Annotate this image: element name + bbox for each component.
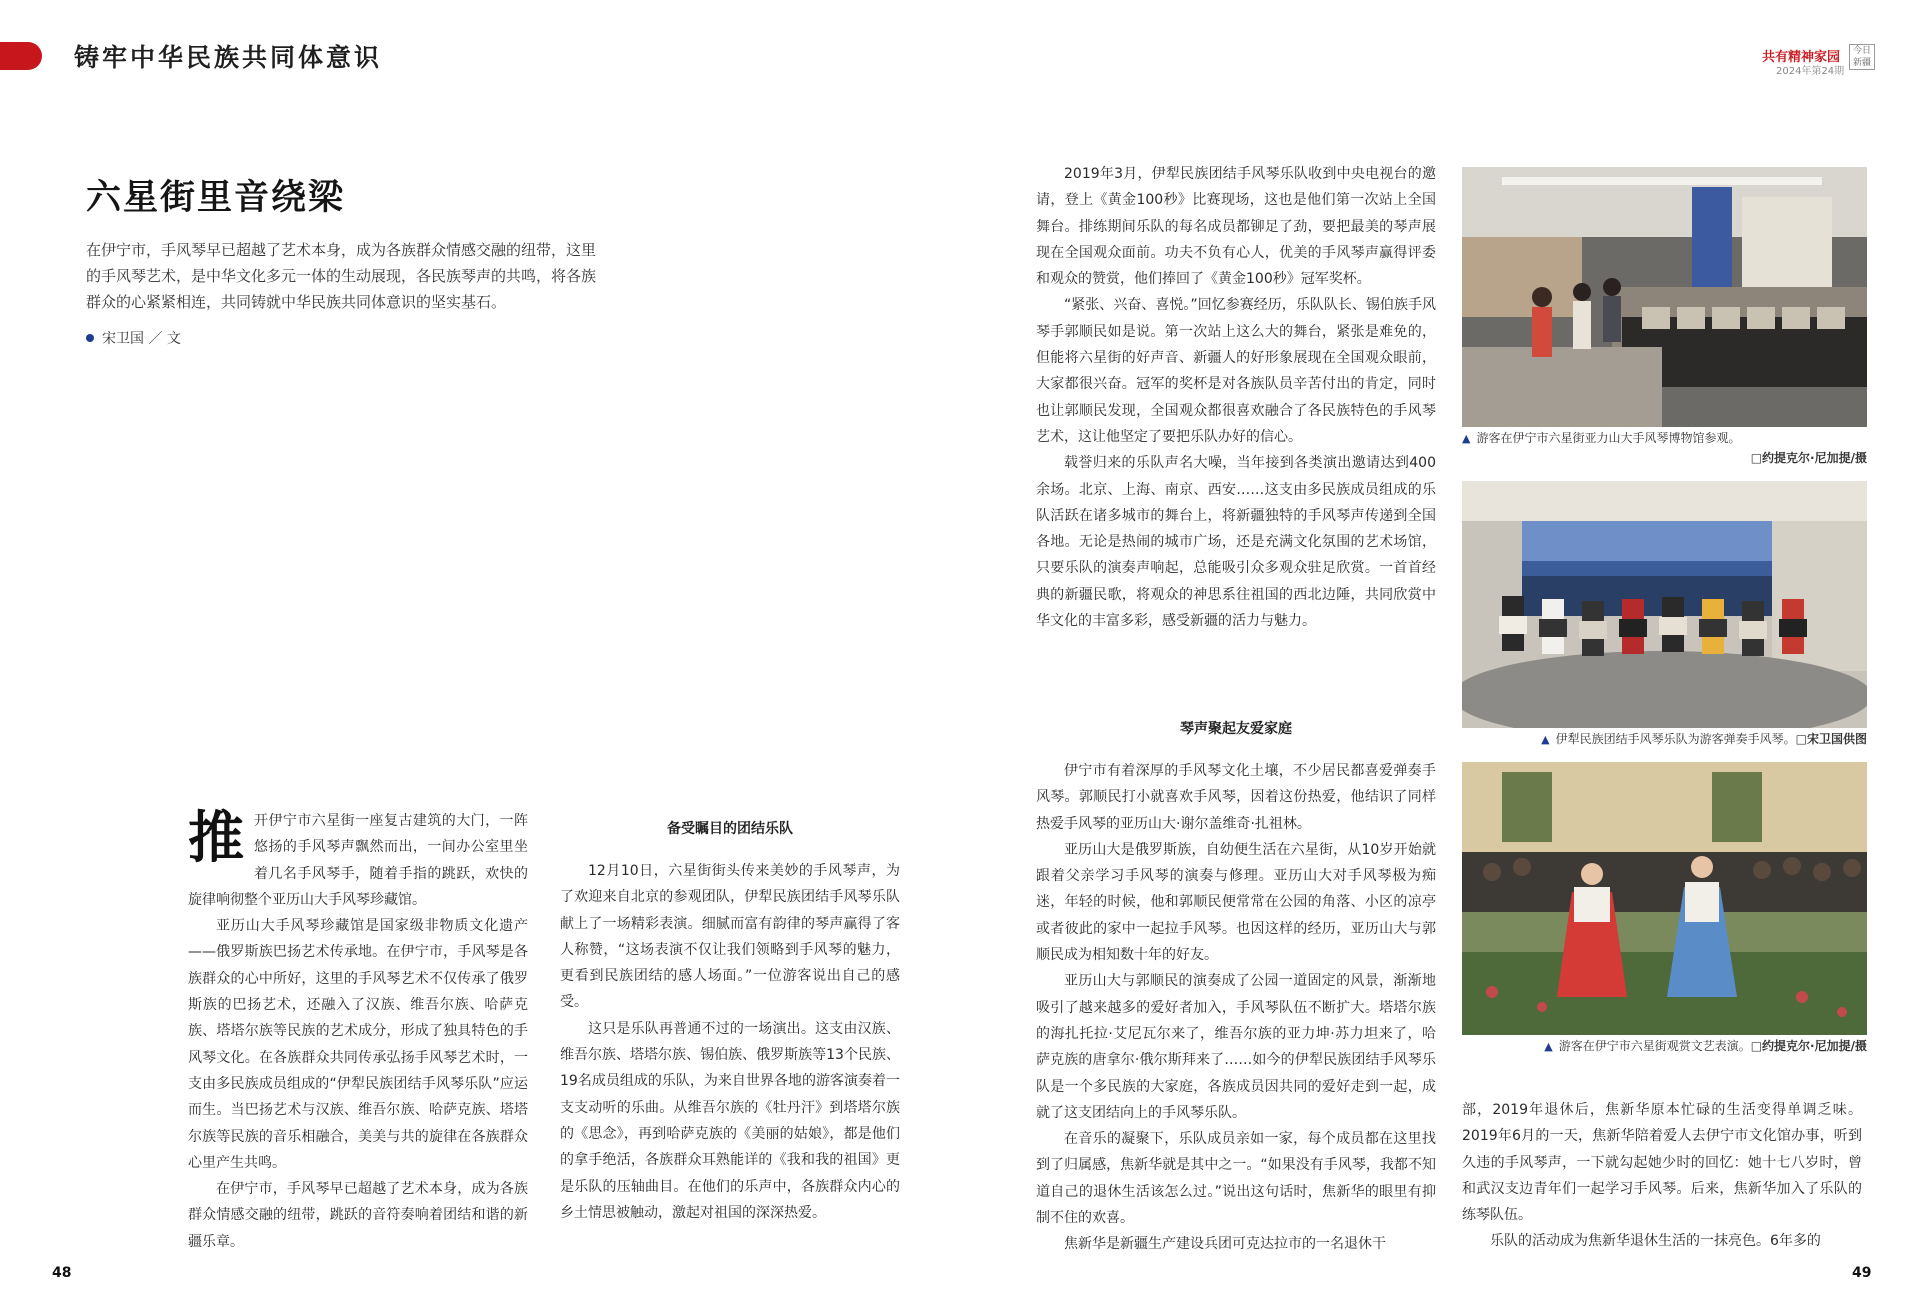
article-title: 六星街里音绕梁	[86, 178, 346, 218]
paragraph: 焦新华是新疆生产建设兵团可克达拉市的一名退休干	[1064, 1236, 1386, 1253]
article-lead: 在伊宁市，手风琴早已超越了艺术本身，成为各族群众情感交融的纽带，这里的手风琴艺术，是中华文化多元一体的生动展现，各民族琴声的共鸣，将各族群众的心紧紧相连，共同铸就中华民族共同体意识的坚实基石。	[86, 241, 597, 311]
paragraph: 开伊宁市六星街一座复古建筑的大门，一阵悠扬的手风琴声飘然而出，一间办公室里坐着几名手风琴手，随着手指的跳跃，欢快的旋律响彻整个亚历山大手风琴珍藏馆。	[188, 813, 528, 908]
paragraph: 伊宁市有着深厚的手风琴文化土壤，不少居民都喜爱弹奏手风琴。郭顺民打小就喜欢手风琴，因着这份热爱，他结识了同样热爱手风琴的亚历山大·谢尔盖维奇·扎祖林。	[1036, 763, 1436, 832]
paragraph: 这只是乐队再普通不过的一场演出。这支由汉族、维吾尔族、塔塔尔族、锡伯族、俄罗斯族等13个民族、19名成员组成的乐队，为来自世界各地的游客演奏着一支支动听的乐曲。从维吾尔族的《牡丹汗》到塔塔尔族的《思念》，再到哈萨克族的《美丽的姑娘》，都是他们的拿手绝活，各族群众耳熟能详的《我和我的祖国》更是乐队的压轴曲目。在他们的乐声中，各族群众内心的乡土情思被触动，激起对祖国的深深热爱。	[560, 1020, 900, 1221]
author: 宋卫国 ／ 文	[102, 331, 181, 347]
magazine-name: 共有精神家园	[1762, 50, 1841, 65]
caption-triangle-icon: ▲	[1544, 1040, 1553, 1053]
paragraph: 亚历山大是俄罗斯族，自幼便生活在六星街，从10岁开始就跟着父亲学习手风琴的演奏与修理。亚历山大对手风琴极为痴迷，年轻的时候，他和郭顺民便常常在公园的角落、小区的凉亭或者彼此的家中一起拉手风琴。也因这样的经历，亚历山大与郭顺民成为相知数十年的好友。	[1036, 841, 1436, 964]
drop-cap: 推	[188, 805, 244, 871]
body-column-2	[560, 818, 900, 1226]
caption-triangle-icon: ▲	[1541, 733, 1550, 746]
subheading: 琴声聚起友爱家庭	[1180, 721, 1292, 737]
magazine-badge: 今日新疆	[1849, 44, 1875, 70]
photo-band-performance	[1462, 481, 1867, 728]
magazine-issue: 2024年第24期	[1776, 66, 1845, 77]
subheading: 备受瞩目的团结乐队	[667, 821, 793, 837]
page-number-right: 49	[1852, 1265, 1872, 1281]
paragraph: 载誉归来的乐队声名大噪，当年接到各类演出邀请达到400余场。北京、上海、南京、西安……这支由多民族成员组成的乐队活跃在诸多城市的舞台上，将新疆独特的手风琴声传递到全国各地。无论是热闹的城市广场，还是充满文化氛围的艺术场馆，只要乐队的演奏声响起，总能吸引众多观众驻足欣赏。一首首经典的新疆民歌，将观众的神思系往祖国的西北边陲，共同欣赏中华文化的丰富多彩，感受新疆的活力与魅力。	[1036, 455, 1436, 630]
paragraph: 乐队的活动成为焦新华退休生活的一抹亮色。6年多的	[1490, 1233, 1821, 1250]
body-column-3-top	[1036, 161, 1436, 634]
photo-credit-1: □约提克尔·尼加提/摄	[1750, 451, 1867, 465]
paragraph: 在音乐的凝聚下，乐队成员亲如一家，每个成员都在这里找到了归属感，焦新华就是其中之一。“如果没有手风琴，我都不知道自己的退休生活该怎么过。”说出这句话时，焦新华的眼里有抑制不住的欢喜。	[1036, 1131, 1436, 1227]
byline	[86, 328, 181, 348]
paragraph: 亚历山大与郭顺民的演奏成了公园一道固定的风景，渐渐地吸引了越来越多的爱好者加入，手风琴队伍不断扩大。塔塔尔族的海扎托拉·艾尼瓦尔来了，维吾尔族的亚力坤·苏力坦来了，哈萨克族的唐拿尔·俄尔斯拜来了……如今的伊犁民族团结手风琴乐队是一个多民族的大家庭，各族成员因共同的爱好走到一起，成就了这支团结向上的手风琴乐队。	[1036, 973, 1436, 1121]
paragraph: “紧张、兴奋、喜悦。”回忆参赛经历，乐队队长、锡伯族手风琴手郭顺民如是说。第一次站上这么大的舞台，紧张是难免的，但能将六星街的好声音、新疆人的好形象展现在全国观众眼前，大家都很兴奋。冠军的奖杯是对各族队员辛苦付出的肯定，同时也让郭顺民发现，全国观众都很喜欢融合了各民族特色的手风琴艺术，这让他坚定了要把乐队办好的信心。	[1036, 297, 1436, 445]
paragraph: 2019年3月，伊犁民族团结手风琴乐队收到中央电视台的邀请，登上《黄金100秒》比赛现场，这也是他们第一次站上全国舞台。排练期间乐队的每名成员都铆足了劲，要把最美的琴声展现在全国观众面前。功夫不负有心人，优美的手风琴声赢得评委和观众的赞赏，他们捧回了《黄金100秒》冠军奖杯。	[1036, 166, 1436, 288]
section-title: 铸牢中华民族共同体意识	[74, 43, 383, 72]
paragraph: 12月10日，六星街街头传来美妙的手风琴声，为了欢迎来自北京的参观团队，伊犁民族团结手风琴乐队献上了一场精彩表演。细腻而富有韵律的琴声赢得了客人称赞，“这场表演不仅让我们领略到手风琴的魅力，更看到民族团结的感人场面。”一位游客说出自己的感受。	[560, 863, 900, 1011]
photo-caption-3: ▲ 游客在伊宁市六星街观赏文艺表演。□约提克尔·尼加提/摄	[1544, 1039, 1867, 1053]
paragraph: 亚历山大手风琴珍藏馆是国家级非物质文化遗产——俄罗斯族巴扬艺术传承地。在伊宁市，手风琴是各族群众的心中所好，这里的手风琴艺术不仅传承了俄罗斯族的巴扬艺术，还融入了汉族、维吾尔族、哈萨克族、塔塔尔族等民族的艺术成分，形成了独具特色的手风琴文化。在各族群众共同传承弘扬手风琴艺术时，一支由多民族成员组成的“伊犁民族团结手风琴乐队”应运而生。当巴扬艺术与汉族、维吾尔族、哈萨克族、塔塔尔族等民族的音乐相融合，美美与共的旋律在各族群众心里产生共鸣。	[188, 918, 528, 1171]
photo-street-performance	[1462, 762, 1867, 1035]
body-column-1	[188, 805, 528, 1255]
body-column-3-bottom	[1036, 718, 1436, 1258]
body-column-4	[1462, 1097, 1862, 1255]
photo-caption-1: ▲ 游客在伊宁市六星街亚力山大手风琴博物馆参观。	[1462, 431, 1741, 445]
page-number-left: 48	[52, 1265, 72, 1281]
byline-bullet-icon	[86, 334, 94, 342]
paragraph: 在伊宁市，手风琴早已超越了艺术本身，成为各族群众情感交融的纽带，跳跃的音符奏响着团结和谐的新疆乐章。	[188, 1181, 528, 1250]
photo-caption-2: ▲ 伊犁民族团结手风琴乐队为游客弹奏手风琴。□宋卫国供图	[1541, 732, 1867, 746]
caption-triangle-icon: ▲	[1462, 432, 1471, 445]
section-tab-marker	[0, 42, 42, 70]
photo-museum-visitors	[1462, 167, 1867, 427]
paragraph: 部，2019年退休后，焦新华原本忙碌的生活变得单调乏味。2019年6月的一天，焦新华陪着爱人去伊宁市文化馆办事，听到久违的手风琴声，一下就勾起她少时的回忆：她十七八岁时，曾和武汉支边青年们一起学习手风琴。后来，焦新华加入了乐队的练琴队伍。	[1462, 1102, 1862, 1224]
